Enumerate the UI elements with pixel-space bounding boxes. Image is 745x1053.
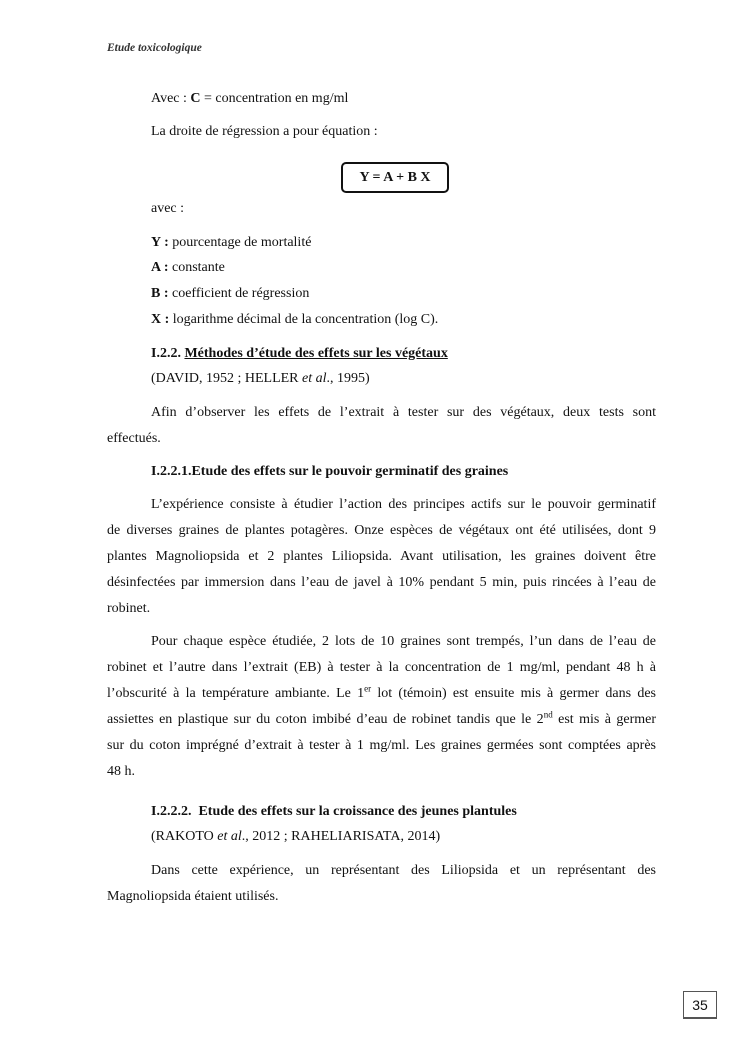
germination-paragraph-line-4: désinfectées par immersion dans l’eau de javel à 10% pendant 5 min, puis rincées à l’eau de xyxy=(107,575,656,590)
experiment-paragraph-line-2: Magnoliopsida étaient utilisés. xyxy=(107,889,279,904)
lots-paragraph-line-1: Pour chaque espèce étudiée, 2 lots de 10 graines sont trempés, l’un dans de l’eau de xyxy=(151,634,656,649)
section-heading-1-2-2: I.2.2. Méthodes d’étude des effets sur les végétaux xyxy=(151,346,448,361)
variable-a: A : constante xyxy=(151,260,225,275)
germination-paragraph-line-5: robinet. xyxy=(107,601,151,616)
germination-paragraph-line-3: plantes Magnoliopsida et 2 plantes Liliopsida. Avant utilisation, les graines doivent être xyxy=(107,549,656,564)
lots-paragraph-line-2: robinet et l’autre dans l’extrait (EB) à tester à la concentration de 1 mg/ml, pendant 48 h à xyxy=(107,660,656,675)
lots-paragraph-line-4: assiettes en plastique sur du coton imbibé d’eau de robinet tandis que le 2nd est mis à germer xyxy=(107,709,656,727)
lots-paragraph-line-5: sur du coton imprégné d’extrait à tester à 1 mg/ml. Les graines germées sont comptées après xyxy=(107,738,656,753)
running-header: Etude toxicologique xyxy=(107,42,202,54)
lots-paragraph-line-3: l’obscurité à la température ambiante. Le 1er lot (témoin) est ensuite mis à germer dans des xyxy=(107,683,656,701)
lots-paragraph-line-6: 48 h. xyxy=(107,764,135,779)
section-reference-1-2-2: (DAVID, 1952 ; HELLER et al., 1995) xyxy=(151,371,370,386)
variable-x: X : logarithme décimal de la concentration (log C). xyxy=(151,312,439,327)
page-number: 35 xyxy=(683,991,717,1019)
intro-paragraph-line-1: Afin d’observer les effets de l’extrait à tester sur des végétaux, deux tests sont xyxy=(151,405,656,420)
germination-paragraph-line-1: L’expérience consiste à étudier l’action des principes actifs sur le pouvoir germinatif xyxy=(151,497,656,512)
section-heading-1-2-2-2: I.2.2.2. Etude des effets sur la croissance des jeunes plantules xyxy=(151,804,517,819)
variable-y: Y : pourcentage de mortalité xyxy=(151,235,312,250)
germination-paragraph-line-2: de diverses graines de plantes potagères. Onze espèces de végétaux ont été utilisées, dont 9 xyxy=(107,523,656,538)
regression-intro: La droite de régression a pour équation : xyxy=(151,124,378,139)
intro-paragraph-line-2: effectués. xyxy=(107,431,161,446)
section-reference-1-2-2-2: (RAKOTO et al., 2012 ; RAHELIARISATA, 2014) xyxy=(151,829,441,844)
concentration-note: Avec : C = concentration en mg/ml xyxy=(151,91,349,106)
variable-b: B : coefficient de régression xyxy=(151,286,310,301)
equation-box xyxy=(341,162,449,193)
experiment-paragraph-line-1: Dans cette expérience, un représentant des Liliopsida et un représentant des xyxy=(151,863,656,878)
equation-text: Y = A + B X xyxy=(359,169,431,185)
avec-label: avec : xyxy=(151,201,185,216)
section-heading-1-2-2-1: I.2.2.1.Etude des effets sur le pouvoir germinatif des graines xyxy=(151,464,509,479)
